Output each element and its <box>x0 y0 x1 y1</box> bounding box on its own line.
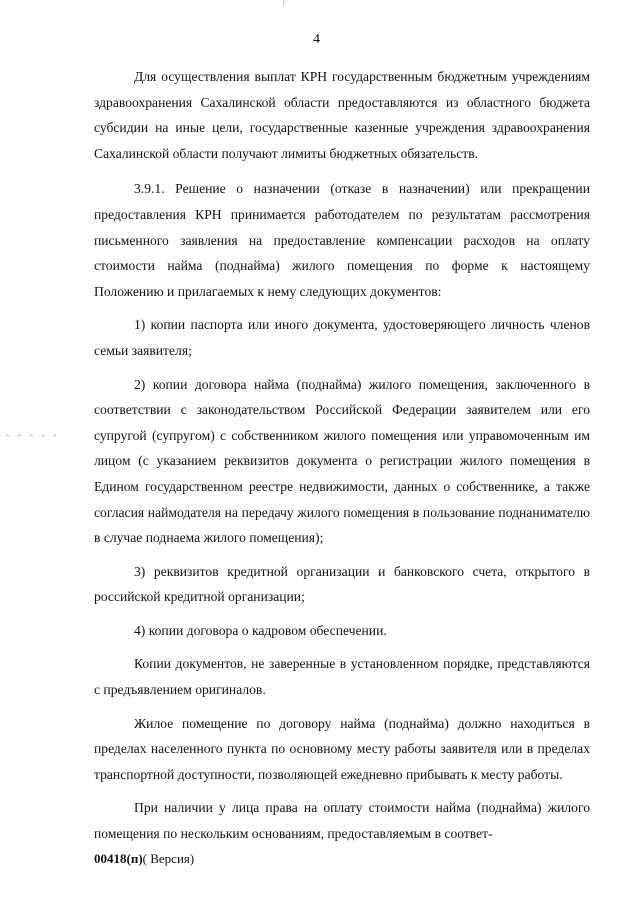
document-version: ( Версия) <box>142 851 195 866</box>
list-item-lease-contract: 2) копии договора найма (поднайма) жилого помещения, заключенного в соответствии с законодательством Российской Федерации заявителем или его супругой (супругом) с собственником жилого помещения или управомоченным им лицом (с указанием реквизитов документа о регистрации жилого помещения в Едином государственном реестре недвижимости, данных о собственнике, а также согласия наймодателя на передачу жилого помещения в пользование поднанимателю в случае поднаема жилого помещения); <box>94 376 590 546</box>
document-code: 00418(п) <box>94 851 143 866</box>
list-item-passport-copies: 1) копии паспорта или иного документа, удостоверяющего личность членов семьи заявителя; <box>94 317 590 358</box>
list-item-bank-details: 3) реквизитов кредитной организации и банковского счета, открытого в российской кредитной организации; <box>94 563 590 605</box>
paragraph-document-copies: Копии документов, не заверенные в установленном порядке, представляются с предъявлением оригиналов. <box>94 656 590 698</box>
document-footer <box>94 851 194 867</box>
list-item-staffing-contract: 4) копии договора о кадровом обеспечении. <box>134 622 387 638</box>
page-number: 4 <box>313 32 320 47</box>
document-body <box>94 64 590 847</box>
scan-artifact-tick <box>283 0 284 6</box>
paragraph-budget-subsidies: Для осуществления выплат КРН государственным бюджетным учреждениям здравоохранения Сахалинской области предоставляются из областного бюджета субсидии на иные цели, государственные казенные учреждения здравоохранения Сахалинской области получают лимиты бюджетных обязательств. <box>94 69 590 161</box>
paragraph-housing-location: Жилое помещение по договору найма (поднайма) должно находиться в пределах населенного пункта по основному месту работы заявителя или в пределах транспортной доступности, позволяющей ежедневно прибывать к месту работы. <box>94 715 590 782</box>
scan-margin-marks: - - - - - <box>6 430 60 441</box>
paragraph-multiple-grounds: При наличии у лица права на оплату стоимости найма (поднайма) жилого помещения по нескольким основаниям, предоставляемым в соответ- <box>94 800 590 842</box>
paragraph-3-9-1-decision: 3.9.1. Решение о назначении (отказе в назначении) или прекращении предоставления КРН принимается работодателем по результатам рассмотрения письменного заявления на предоставление компенсации расходов на оплату стоимости найма (поднайма) жилого помещения по форме к настоящему Положению и прилагаемых к нему следующих документов: <box>94 181 590 299</box>
